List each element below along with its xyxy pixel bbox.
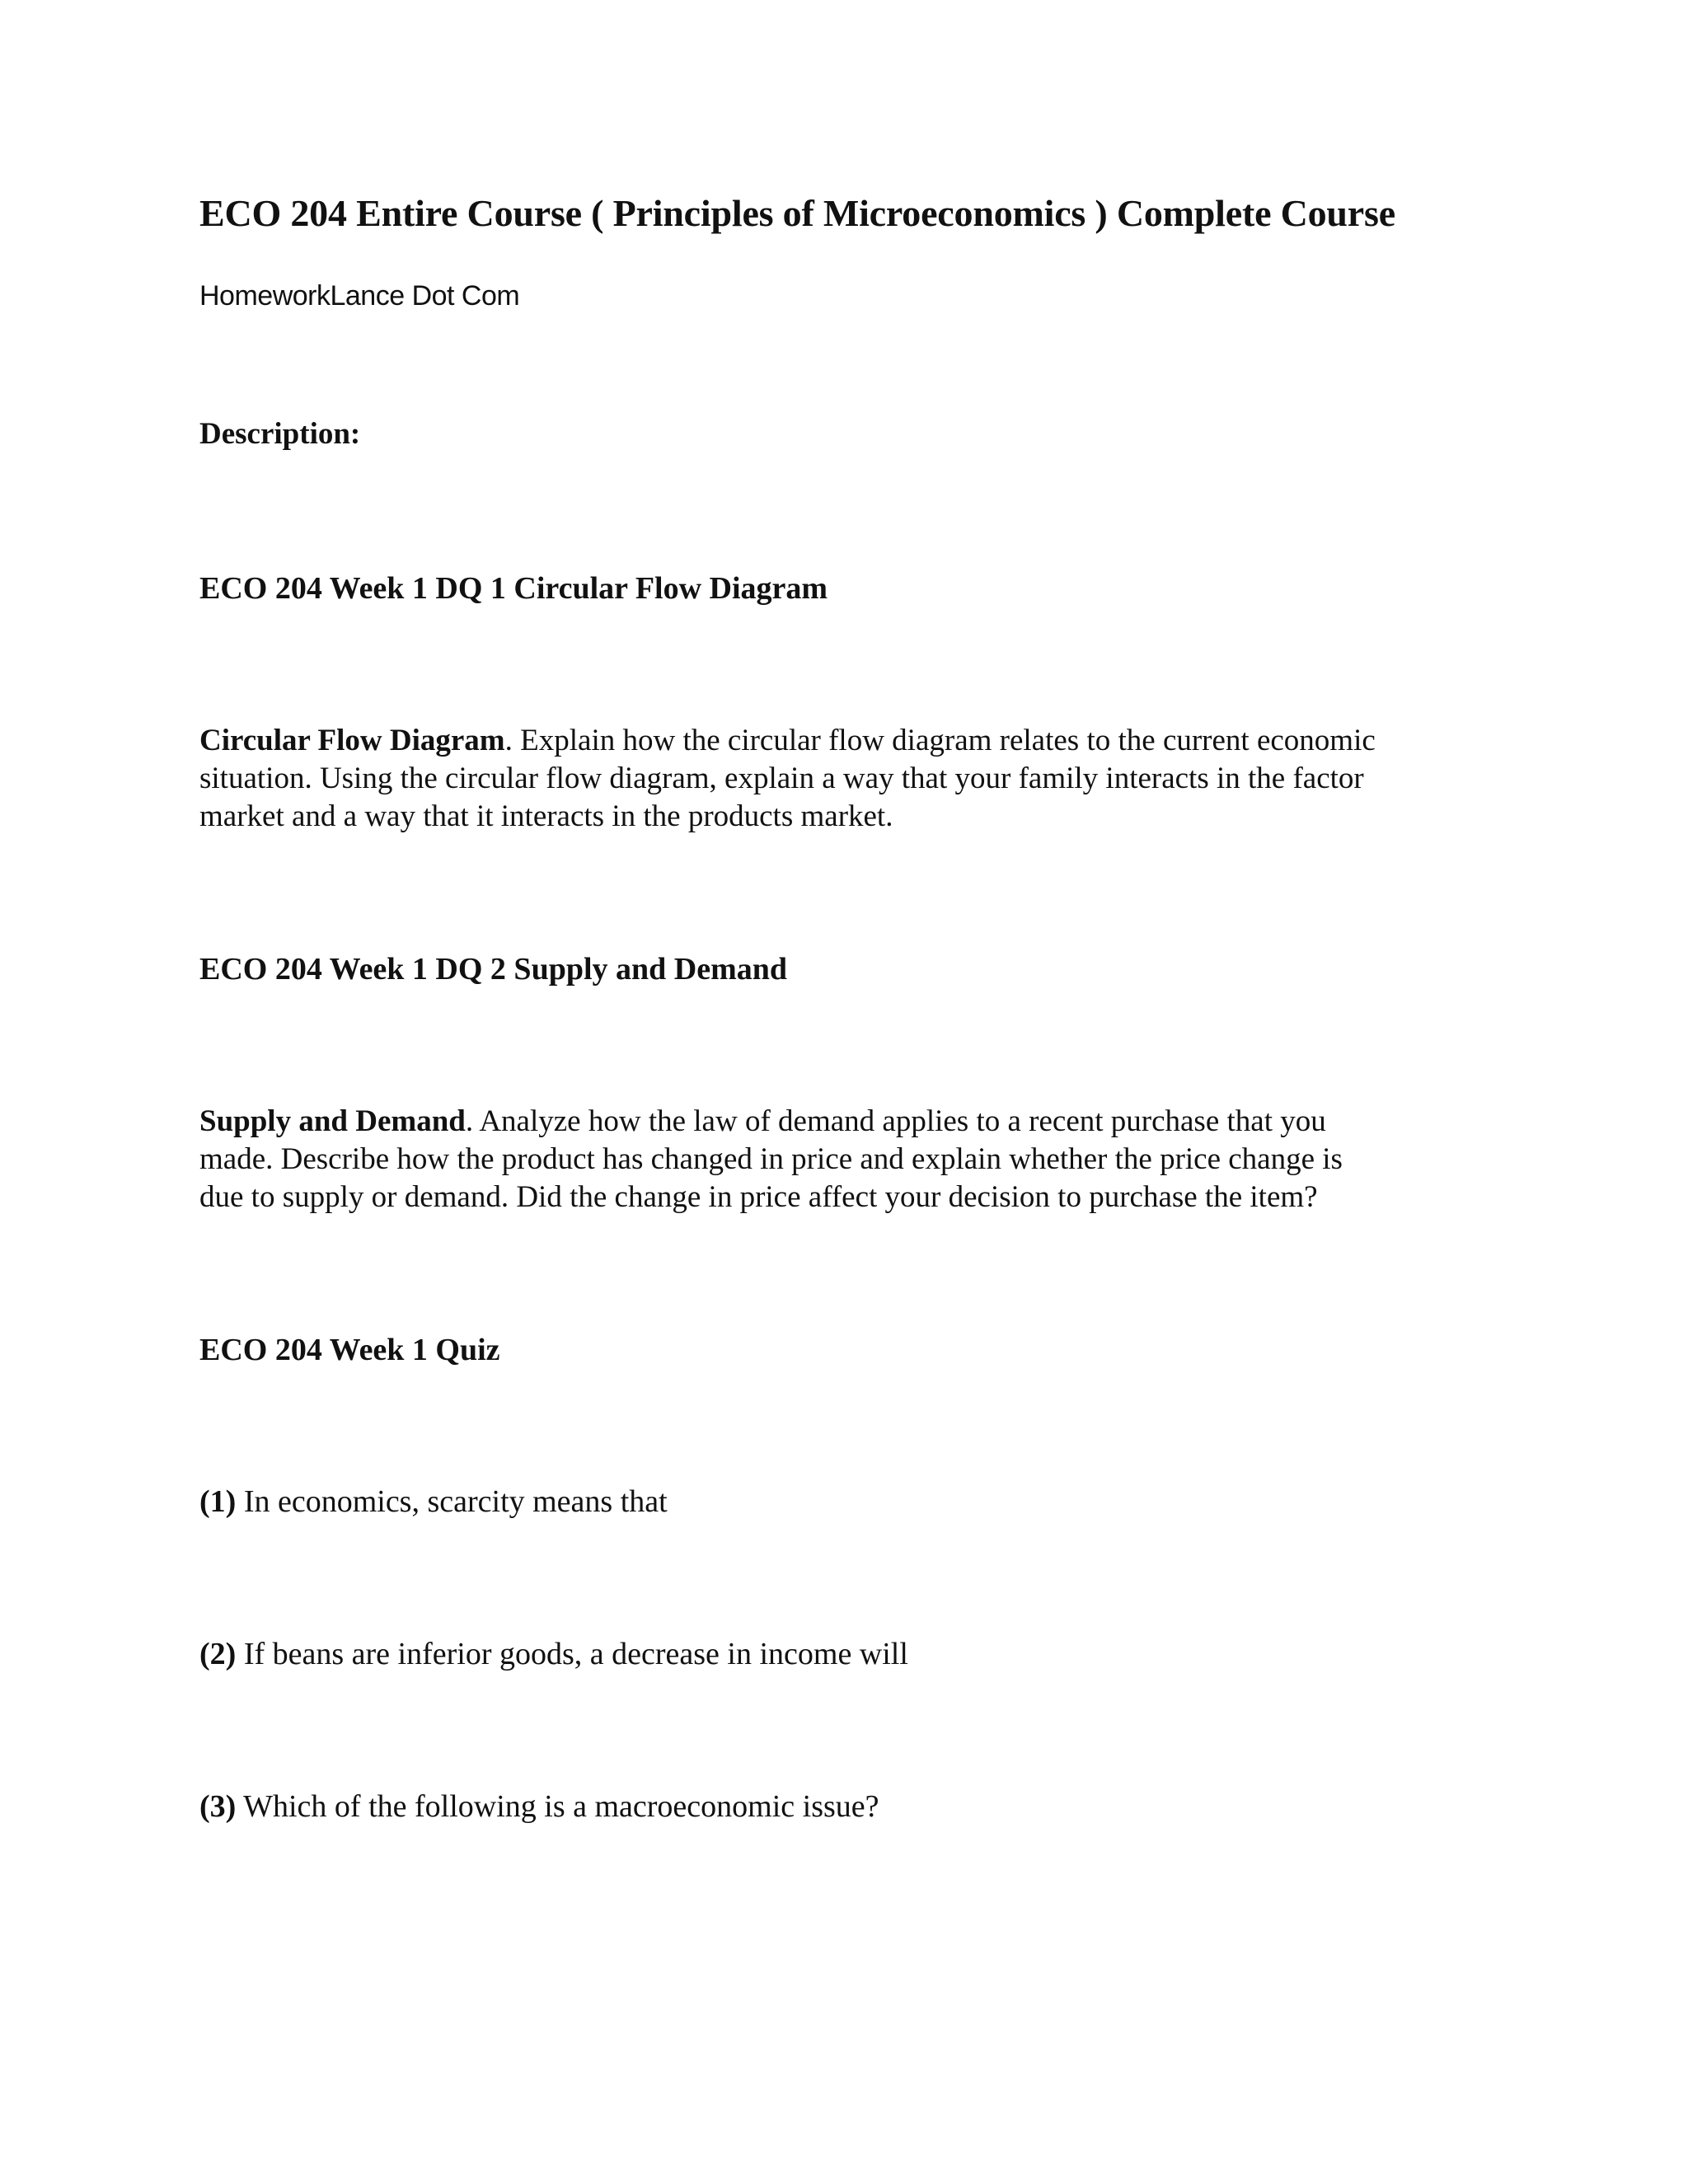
section-paragraph-dq1 (199, 722, 1469, 836)
question-number: (1) (199, 1484, 237, 1519)
quiz-question (199, 1788, 879, 1825)
quiz-question (199, 1636, 908, 1672)
paragraph-line: market and a way that it interacts in the products market. (199, 799, 893, 833)
page-title: ECO 204 Entire Course ( Principles of Microeconomics ) Complete Course (199, 192, 1395, 234)
section-heading-dq1: ECO 204 Week 1 DQ 1 Circular Flow Diagram (199, 571, 828, 606)
description-label: Description: (199, 417, 361, 451)
paragraph-lead: Supply and Demand (199, 1104, 466, 1138)
paragraph-lead: Circular Flow Diagram (199, 724, 505, 757)
question-text: If beans are inferior goods, a decrease in income will (236, 1637, 908, 1671)
paragraph-line: situation. Using the circular flow diagram, explain a way that your family interacts in the factor (199, 762, 1364, 795)
section-heading-quiz: ECO 204 Week 1 Quiz (199, 1333, 500, 1367)
section-paragraph-dq2 (199, 1103, 1469, 1216)
paragraph-line: due to supply or demand. Did the change in price affect your decision to purchase the item? (199, 1180, 1318, 1214)
quiz-question (199, 1483, 668, 1520)
paragraph-line (199, 722, 1469, 760)
question-number: (3) (199, 1789, 237, 1824)
paragraph-line: made. Describe how the product has changed in price and explain whether the price change is (199, 1142, 1343, 1176)
question-text: In economics, scarcity means that (236, 1484, 668, 1519)
question-number: (2) (199, 1637, 237, 1671)
paragraph-text: . Analyze how the law of demand applies to a recent purchase that you (465, 1104, 1326, 1138)
section-heading-dq2: ECO 204 Week 1 DQ 2 Supply and Demand (199, 952, 788, 987)
question-text: Which of the following is a macroeconomic issue? (236, 1789, 879, 1824)
page-subtitle: HomeworkLance Dot Com (199, 280, 520, 312)
paragraph-text: . Explain how the circular flow diagram relates to the current economic (504, 724, 1376, 757)
paragraph-line (199, 1103, 1469, 1141)
